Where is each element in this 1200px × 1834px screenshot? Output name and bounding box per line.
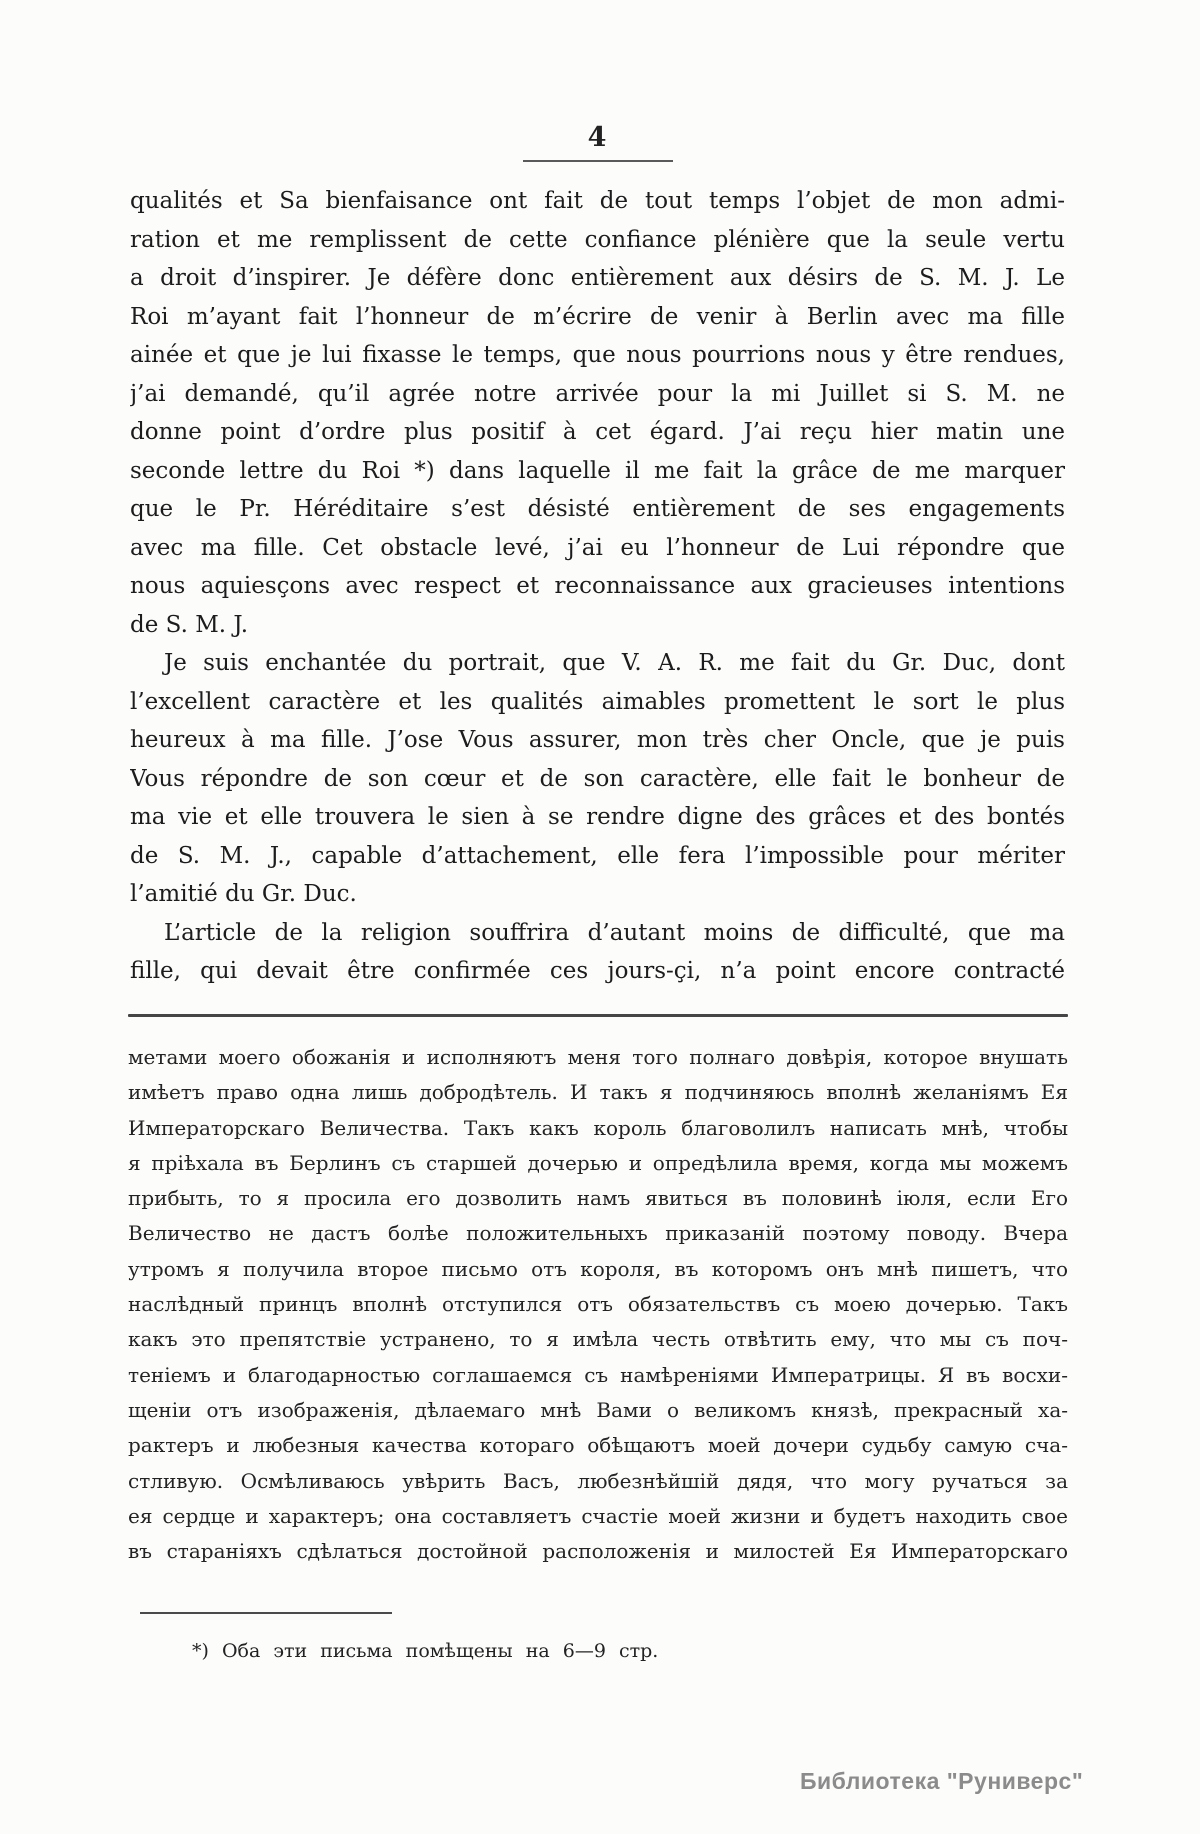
text-line: avec ma fille. Cet obstacle levé, j’ai eu l’honneur de Lui répondre que [130, 534, 1065, 561]
text-line: j’ai demandé, qu’il agrée notre arrivée pour la mi Juillet si S. M. ne [130, 380, 1065, 407]
text-line: l’amitié du Gr. Duc. [130, 881, 357, 907]
footnote-rule [140, 1612, 392, 1614]
text-line: Величество не дастъ болѣе положительныхъ приказаній поэтому поводу. Вчера [128, 1221, 1068, 1246]
page-number-rule [523, 160, 673, 162]
text-line: de S. M. J. [130, 611, 249, 638]
footnote: *) Оба эти письма помѣщены на 6—9 стр. [192, 1640, 659, 1662]
text-line: метами моего обожанія и исполняютъ меня того полнаго довѣрія, которое внушать [128, 1045, 1068, 1069]
text-line: щеніи отъ изображенія, дѣлаемаго мнѣ Вами о великомъ князѣ, прекрасный ха- [128, 1397, 1068, 1422]
text-line: seconde lettre du Roi *) dans laquelle il me fait la grâce de me marquer [130, 457, 1065, 484]
text-line: a droit d’inspirer. Je défère donc entièrement aux désirs de S. M. J. Le [130, 265, 1065, 291]
text-line: я пріѣхала въ Берлинъ съ старшей дочерью и опредѣлила время, когда мы можемъ [128, 1150, 1068, 1175]
french-text-block [130, 182, 1065, 991]
text-line: Vous répondre de son cœur et de son caractère, elle fait le bonheur de [130, 765, 1065, 792]
text-line: ainée et que je lui fixasse le temps, que nous pourrions nous y être rendues, [130, 342, 1065, 368]
text-line: que le Pr. Héréditaire s’est désisté entièrement de ses engagements [130, 496, 1065, 522]
text-line: Je suis enchantée du portrait, que V. A. R. me fait du Gr. Duc, dont [164, 650, 1065, 676]
text-line: nous aquiesçons avec respect et reconnaissance aux gracieuses intentions [130, 573, 1065, 599]
text-line: qualités et Sa bienfaisance ont fait de tout temps l’objet de mon admi- [130, 188, 1065, 214]
text-line: l’excellent caractère et les qualités aimables promettent le sort le plus [130, 688, 1065, 715]
page-header [130, 122, 1065, 162]
text-line: рактеръ и любезныя качества котораго обѣщаютъ моей дочери судьбу самую сча- [128, 1433, 1068, 1458]
text-line: heureux à ma fille. J’ose Vous assurer, mon très cher Oncle, que je puis [130, 727, 1065, 753]
text-line: Императорскаго Величества. Такъ какъ король благоволилъ написать мнѣ, чтобы [128, 1115, 1068, 1140]
text-line: ma vie et elle trouvera le sien à se rendre digne des grâces et des bontés [130, 804, 1065, 830]
text-line: какъ это препятствіе устранено, то я имѣла честь отвѣтить ему, что мы съ поч- [128, 1327, 1068, 1352]
text-line: наслѣдный принцъ вполнѣ отступился отъ обязательствъ съ моею дочерью. Такъ [128, 1292, 1068, 1317]
russian-text-block [128, 1040, 1068, 1569]
text-line: Roi m’ayant fait l’honneur de m’écrire de venir à Berlin avec ma fille [130, 303, 1065, 330]
library-watermark: Библиотека "Руниверс" [800, 1768, 1084, 1794]
text-line: ration et me remplissent de cette confiance plénière que la seule vertu [130, 226, 1065, 253]
page-number: 4 [587, 122, 608, 153]
text-line: въ стараніяхъ сдѣлаться достойной расположенія и милостей Ея Императорскаго [128, 1539, 1068, 1564]
text-line: утромъ я получила второе письмо отъ короля, въ которомъ онъ мнѣ пишетъ, что [128, 1256, 1068, 1281]
text-line: прибыть, то я просила его дозволить намъ явиться въ половинѣ іюля, если Его [128, 1186, 1068, 1211]
section-divider-rule [128, 1014, 1068, 1017]
text-line: L’article de la religion souffrira d’autant moins de difficulté, que ma [164, 919, 1065, 946]
text-line: теніемъ и благодарностью соглашаемся съ намѣреніями Императрицы. Я въ восхи- [128, 1362, 1068, 1387]
text-line: de S. M. J., capable d’attachement, elle fera l’impossible pour mériter [130, 842, 1065, 869]
text-line: стливую. Осмѣливаюсь увѣрить Васъ, любезнѣйшій дядя, что могу ручаться за [128, 1468, 1068, 1493]
text-line: ея сердце и характеръ; она составляетъ счастіе моей жизни и будетъ находить свое [128, 1503, 1068, 1528]
text-line: fille, qui devait être confirmée ces jours-çi, n’a point encore contracté [130, 958, 1065, 984]
text-line: donne point d’ordre plus positif à cet égard. J’ai reçu hier matin une [130, 419, 1065, 445]
text-line: имѣетъ право одна лишь добродѣтель. И такъ я подчиняюсь вполнѣ желаніямъ Ея [128, 1080, 1068, 1105]
